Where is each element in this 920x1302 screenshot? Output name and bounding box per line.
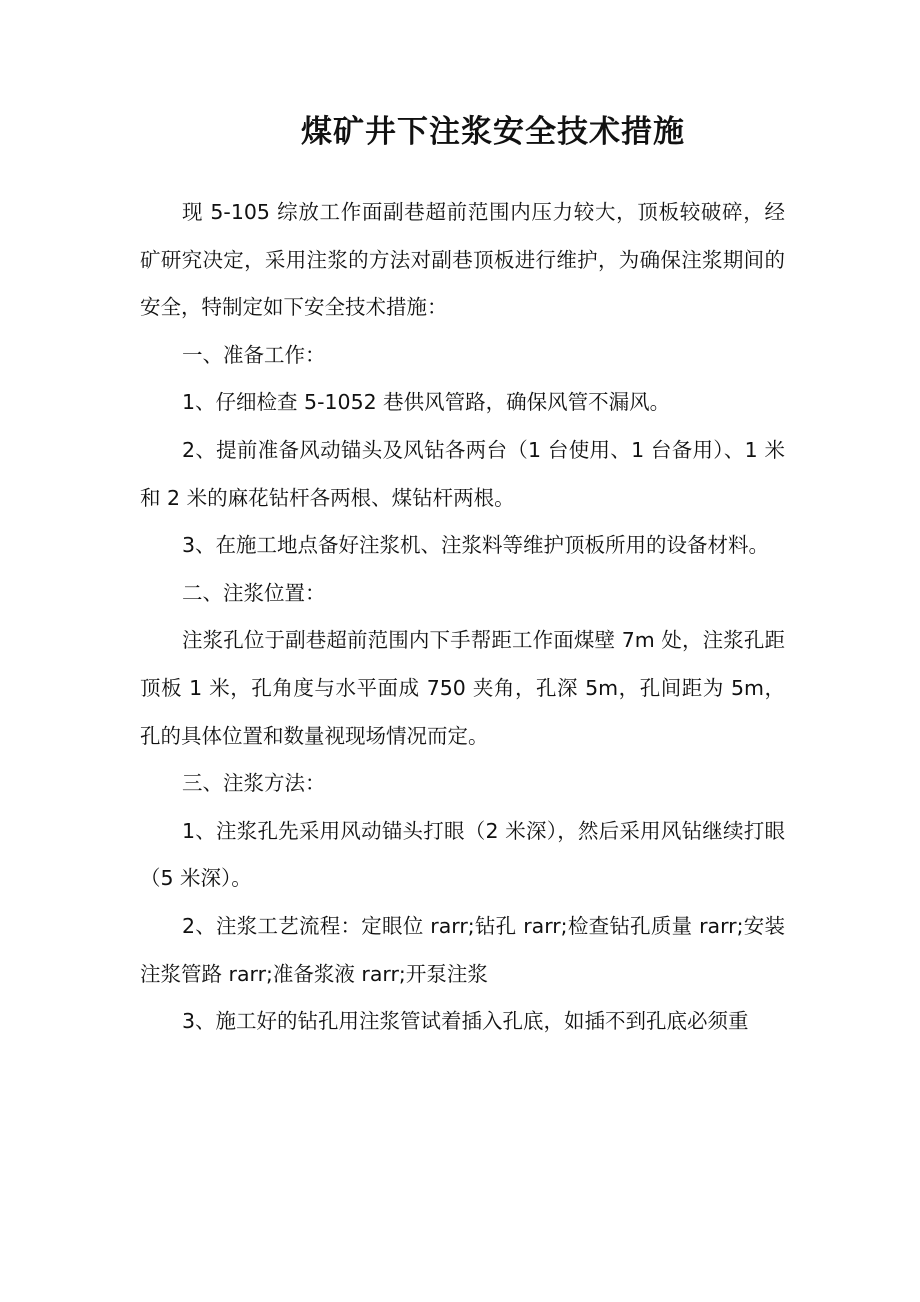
paragraph-item: 3、在施工地点备好注浆机、注浆料等维护顶板所用的设备材料。 [182, 533, 770, 558]
paragraph-item: 1、仔细检查 5-1052 巷供风管路，确保风管不漏风。 [182, 390, 671, 415]
section-heading-preparation: 一、准备工作： [182, 342, 326, 367]
paragraph-position: 注浆孔位于副巷超前范围内下手帮距工作面煤壁 7m 处，注浆孔距顶板 1 米，孔角度与水平面成 750 夹角，孔深 5m，孔间距为 5m，孔的具体位置和数量视现场情况而定。 [140, 628, 785, 748]
paragraph-item: 3、施工好的钻孔用注浆管试着插入孔底，如插不到孔底必须重 [182, 1009, 749, 1034]
document-body [140, 189, 785, 1046]
section-heading-method: 三、注浆方法： [182, 771, 326, 796]
paragraph-intro: 现 5-105 综放工作面副巷超前范围内压力较大，顶板较破碎，经矿研究决定，采用注浆的方法对副巷顶板进行维护，为确保注浆期间的安全，特制定如下安全技术措施： [140, 200, 785, 320]
paragraph-item: 2、注浆工艺流程：定眼位 rarr;钻孔 rarr;检查钻孔质量 rarr;安装注浆管路 rarr;准备浆液 rarr;开泵注浆 [140, 913, 785, 986]
paragraph-item: 2、提前准备风动锚头及风钻各两台（1 台使用、1 台备用）、1 米和 2 米的麻花钻杆各两根、煤钻杆两根。 [140, 437, 785, 510]
section-heading-position: 二、注浆位置： [182, 580, 326, 605]
document-title: 煤矿井下注浆安全技术措施 [301, 114, 685, 150]
paragraph-item: 1、注浆孔先采用风动锚头打眼（2 米深），然后采用风钻继续打眼（5 米深）。 [140, 818, 785, 891]
